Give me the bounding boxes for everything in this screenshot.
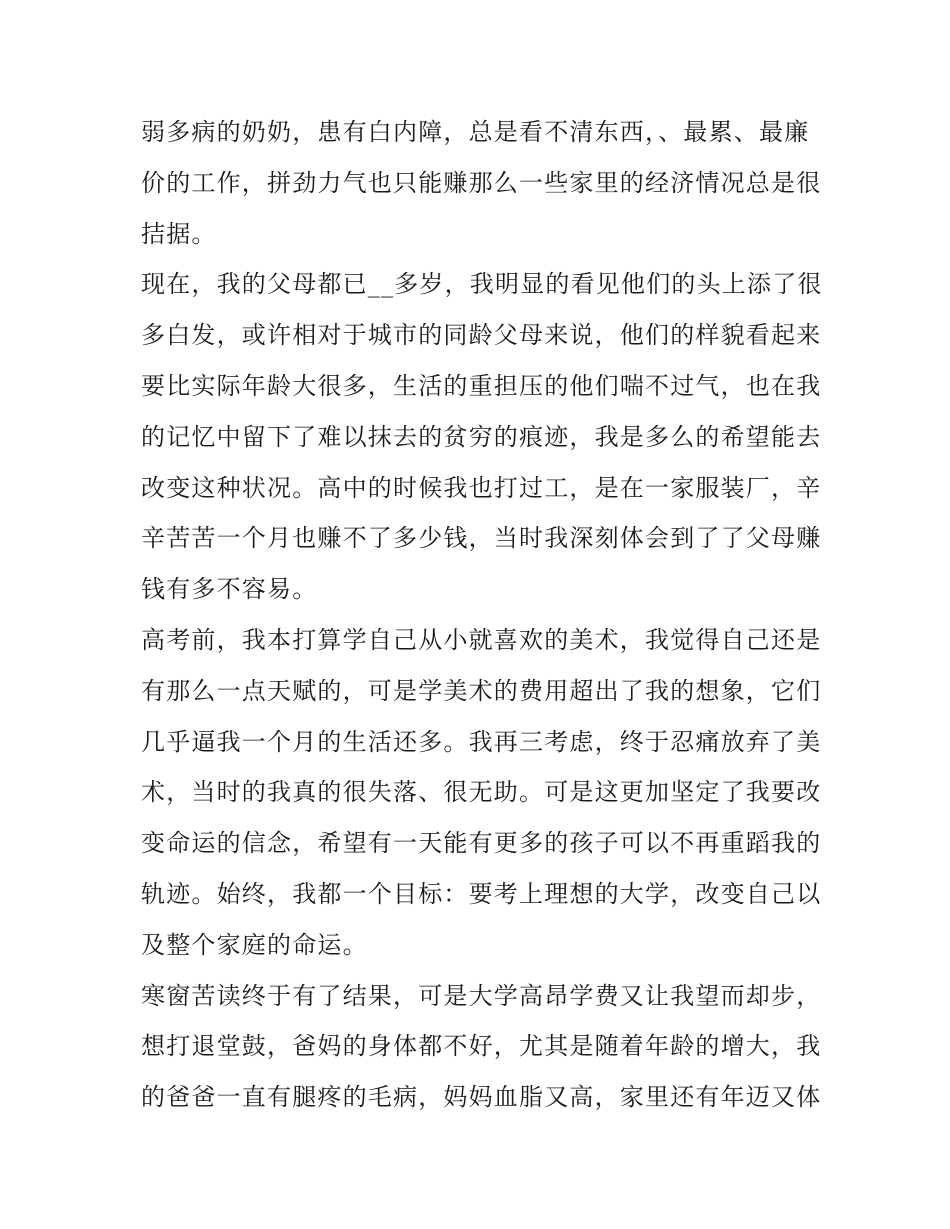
paragraph-2 [141, 259, 821, 615]
text-line: 钱有多不容易。 [141, 575, 318, 604]
text-line: 现在，我的父母都已__多岁，我明显的看见他们的头上添了很 [141, 270, 823, 299]
document-body [141, 107, 821, 1123]
paragraph-3 [141, 615, 821, 971]
paragraph-4 [141, 971, 821, 1123]
text-line: 的记忆中留下了难以抹去的贫穷的痕迹，我是多么的希望能去 [141, 422, 822, 451]
text-line: 改变这种状况。高中的时候我也打过工，是在一家服装厂，辛 [141, 473, 822, 502]
text-line: 高考前，我本打算学自己从小就喜欢的美术，我觉得自己还是 [141, 625, 822, 654]
text-line: 有那么一点天赋的，可是学美术的费用超出了我的想象，它们 [141, 676, 822, 705]
text-line: 几乎逼我一个月的生活还多。我再三考虑，终于忍痛放弃了美 [141, 727, 822, 756]
text-line: 拮据。 [141, 219, 217, 248]
text-line: 辛苦苦一个月也赚不了多少钱，当时我深刻体会到了了父母赚 [141, 524, 822, 553]
text-line: 变命运的信念，希望有一天能有更多的孩子可以不再重蹈我的 [141, 829, 822, 858]
text-line: 弱多病的奶奶，患有白内障，总是看不清东西，、最累、最廉 [141, 118, 810, 146]
text-line: 术，当时的我真的很失落、很无助。可是这更加坚定了我要改 [141, 778, 822, 807]
text-line: 价的工作，拼劲力气也只能赚那么一些家里的经济情况总是很 [141, 168, 822, 197]
text-line: 要比实际年龄大很多，生活的重担压的他们喘不过气，也在我 [141, 371, 822, 400]
text-line: 寒窗苦读终于有了结果，可是大学高昂学费又让我望而却步， [141, 981, 822, 1010]
text-line: 及整个家庭的命运。 [141, 930, 368, 959]
text-line: 轨迹。始终，我都一个目标：要考上理想的大学，改变自己以 [141, 879, 822, 908]
text-line: 多白发，或许相对于城市的同龄父母来说，他们的样貌看起来 [141, 321, 822, 350]
text-line: 想打退堂鼓，爸妈的身体都不好，尤其是随着年龄的增大，我 [141, 1032, 822, 1061]
text-line: 的爸爸一直有腿疼的毛病，妈妈血脂又高，家里还有年迈又体 [141, 1083, 822, 1112]
paragraph-1 [141, 107, 821, 259]
